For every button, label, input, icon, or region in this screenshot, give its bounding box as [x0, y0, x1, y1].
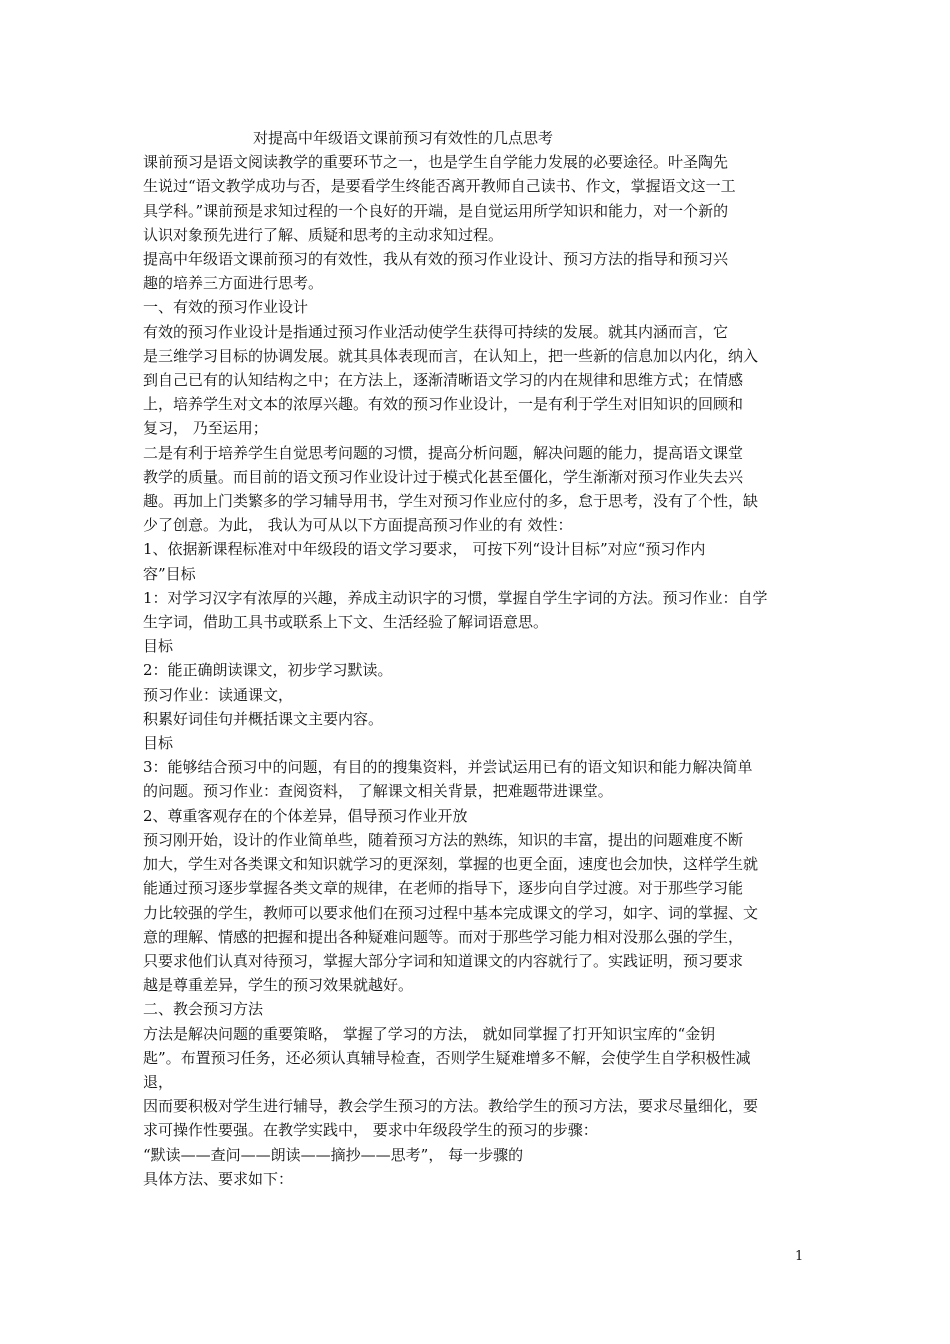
body-line: 目标	[143, 637, 174, 656]
body-line: 预习作业：读通课文，	[143, 685, 294, 704]
body-line: 退，	[143, 1072, 174, 1091]
body-line: 具体方法、要求如下：	[143, 1169, 294, 1188]
body-line: “默读——查问——朗读——摘抄——思考”， 每一步骤的	[143, 1145, 524, 1164]
body-line: 积累好词佳句并概括课文主要内容。	[143, 709, 384, 728]
body-line: 容”目标	[143, 564, 196, 583]
body-line: 趣的培养三方面进行思考。	[143, 274, 324, 293]
body-line: 3：能够结合预习中的问题，有目的的搜集资料，并尝试运用已有的语文知识和能力解决简单	[143, 758, 753, 777]
body-line: 具学科。”课前预是求知过程的一个良好的开端，是自觉运用所学知识和能力，对一个新的	[143, 201, 729, 220]
body-line: 有效的预习作业设计是指通过预习作业活动使学生获得可持续的发展。就其内涵而言，它	[143, 322, 729, 341]
body-line: 越是尊重差异，学生的预习效果就越好。	[143, 976, 414, 995]
body-line: 到自己已有的认知结构之中；在方法上，逐渐清晰语文学习的内在规律和思维方式；在情感	[143, 371, 744, 390]
body-line: 课前预习是语文阅读教学的重要环节之一，也是学生自学能力发展的必要途径。叶圣陶先	[143, 153, 729, 172]
body-line: 认识对象预先进行了解、质疑和思考的主动求知过程。	[143, 225, 504, 244]
body-line: 少了创意。为此， 我认为可从以下方面提高预习作业的有 效性：	[143, 516, 573, 535]
document-body	[143, 126, 810, 1191]
body-line: 因而要积极对学生进行辅导，教会学生预习的方法。教给学生的预习方法，要求尽量细化，要	[143, 1097, 759, 1116]
body-line: 生说过“语文教学成功与否，是要看学生终能否离开教师自己读书、作文，掌握语文这一工	[143, 177, 736, 196]
body-line: 生字词，借助工具书或联系上下文、生活经验了解词语意思。	[143, 613, 549, 632]
body-line: 1、依据新课程标准对中年级段的语文学习要求， 可按下列“设计目标”对应“预习作内	[143, 540, 706, 559]
body-line: 教学的质量。而目前的语文预习作业设计过于模式化甚至僵化，学生渐渐对预习作业失去兴	[143, 467, 744, 486]
body-line: 力比较强的学生，教师可以要求他们在预习过程中基本完成课文的学习，如字、词的掌握、文	[143, 903, 759, 922]
body-line: 2：能正确朗读课文，初步学习默读。	[143, 661, 393, 680]
body-line: 匙”。布置预习任务，还必须认真辅导检查，否则学生疑难增多不解，会使学生自学积极性减	[143, 1048, 751, 1067]
body-line: 上，培养学生对文本的浓厚兴趣。有效的预习作业设计，一是有利于学生对旧知识的回顾和	[143, 395, 744, 414]
body-line: 2、尊重客观存在的个体差异，倡导预习作业开放	[143, 806, 468, 825]
body-line: 方法是解决问题的重要策略， 掌握了学习的方法， 就如同掌握了打开知识宝库的“金钥	[143, 1024, 716, 1043]
body-line: 加大，学生对各类课文和知识就学习的更深刻，掌握的也更全面，速度也会加快，这样学生就	[143, 855, 759, 874]
body-line: 预习刚开始，设计的作业简单些，随着预习方法的熟练，知识的丰富，提出的问题难度不断	[143, 830, 744, 849]
page-number: 1	[795, 1249, 804, 1264]
document-title: 对提高中年级语文课前预习有效性的几点思考	[253, 129, 554, 147]
body-line: 求可操作性要强。在教学实践中， 要求中年级段学生的预习的步骤：	[143, 1121, 598, 1140]
body-line: 一、有效的预习作业设计	[143, 298, 309, 317]
body-line: 意的理解、情感的把握和提出各种疑难问题等。而对于那些学习能力相对没那么强的学生，	[143, 927, 744, 946]
body-line: 趣。再加上门类繁多的学习辅导用书，学生对预习作业应付的多，怠于思考，没有了个性，缺	[143, 492, 759, 511]
body-line: 的问题。预习作业：查阅资料， 了解课文相关背景，把难题带进课堂。	[143, 782, 613, 801]
body-line: 1：对学习汉字有浓厚的兴趣，养成主动识字的习惯，掌握自学生字词的方法。预习作业：自学	[143, 588, 768, 607]
body-line: 目标	[143, 734, 174, 753]
body-line: 提高中年级语文课前预习的有效性，我从有效的预习作业设计、预习方法的指导和预习兴	[143, 250, 729, 269]
body-line: 复习， 乃至运用；	[143, 419, 268, 438]
body-line: 只要求他们认真对待预习，掌握大部分字词和知道课文的内容就行了。实践证明，预习要求	[143, 951, 744, 970]
body-line: 是三维学习目标的协调发展。就其具体表现而言，在认知上，把一些新的信息加以内化，纳入	[143, 346, 759, 365]
body-line: 二是有利于培养学生自觉思考问题的习惯，提高分析问题，解决问题的能力，提高语文课堂	[143, 443, 744, 462]
body-line: 二、教会预习方法	[143, 1000, 264, 1019]
body-line: 能通过预习逐步掌握各类文章的规律，在老师的指导下，逐步向自学过渡。对于那些学习能	[143, 879, 744, 898]
